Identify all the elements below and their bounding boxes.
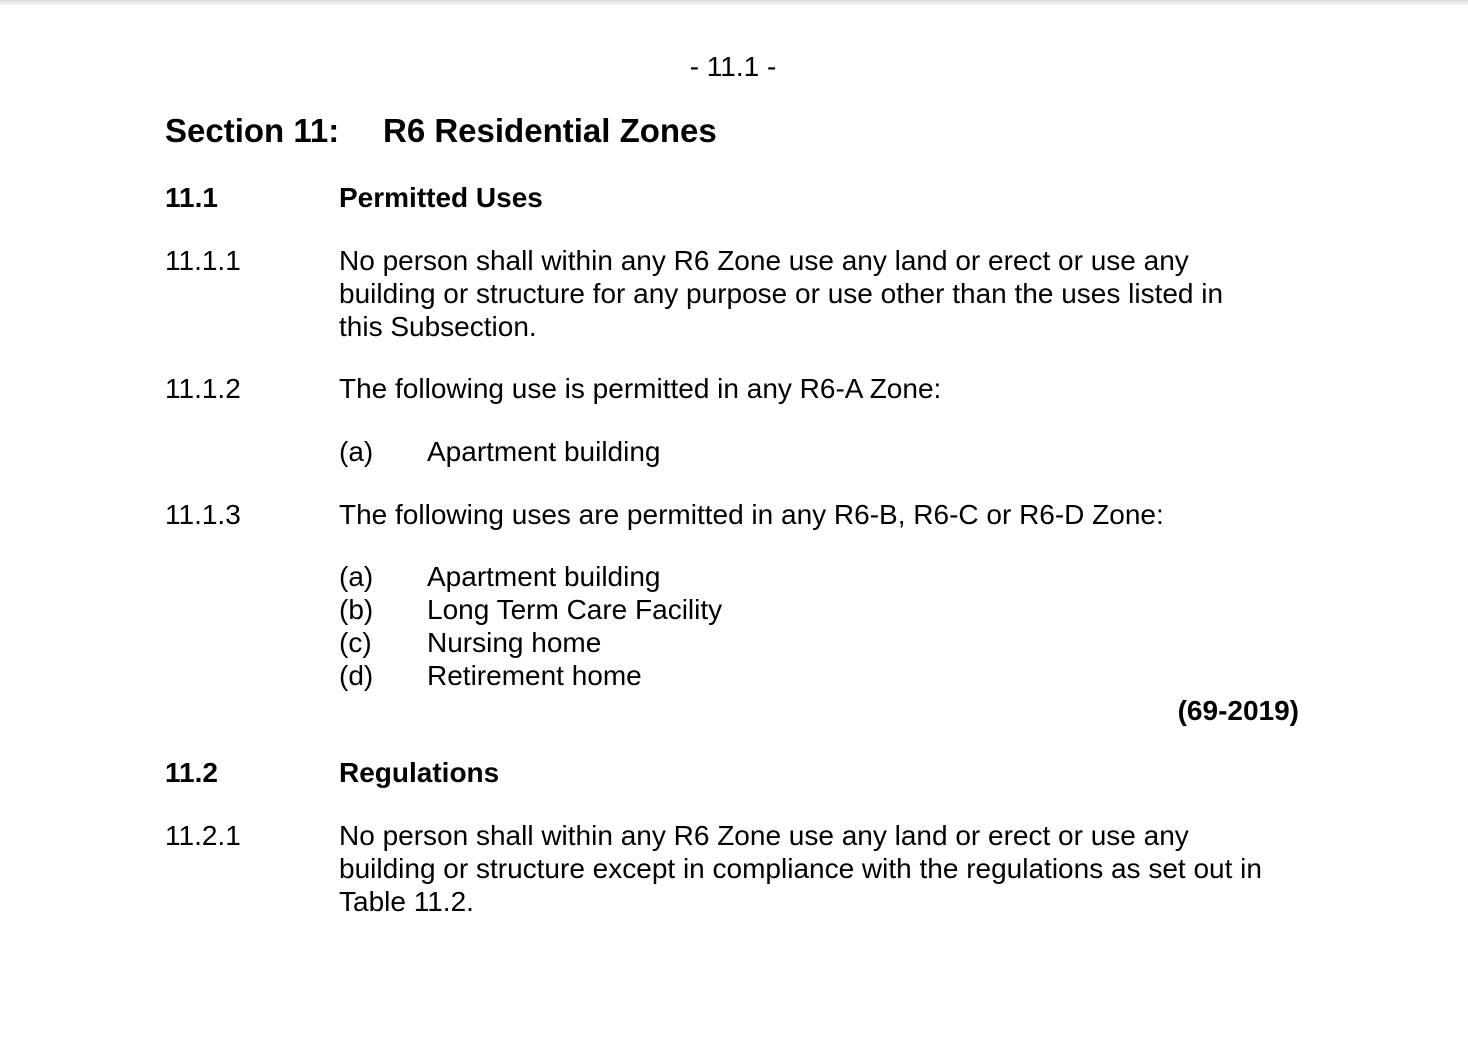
clause-text-line: building or structure except in compliance with the regulations as set out in (339, 853, 1262, 884)
list-item-text: Apartment building (427, 436, 661, 467)
clause-text-line: The following uses are permitted in any R6-B, R6-C or R6-D Zone: (339, 499, 1164, 530)
page-number: - 11.1 - (689, 51, 777, 82)
subsection-number-11-2: 11.2 (165, 757, 218, 788)
list-item-letter: (a) (339, 436, 374, 467)
list-item-letter: (b) (339, 594, 374, 625)
clause-number-11-2-1: 11.2.1 (165, 820, 241, 851)
section-title (165, 111, 717, 151)
section-title-text: R6 Residential Zones (383, 112, 717, 149)
list-item-text: Apartment building (427, 561, 661, 592)
clause-text-line: No person shall within any R6 Zone use any land or erect or use any (339, 245, 1189, 276)
clause-number-11-1-3: 11.1.3 (165, 499, 241, 530)
clause-text-line: building or structure for any purpose or use other than the uses listed in (339, 278, 1224, 309)
page-top-shadow (0, 0, 1468, 6)
amendment-reference: (69-2019) (1177, 695, 1299, 726)
list-item-letter: (a) (339, 561, 374, 592)
list-item-text: Long Term Care Facility (427, 594, 723, 625)
list-item-text: Nursing home (427, 627, 602, 658)
list-item-letter: (c) (339, 627, 372, 658)
clause-text-line: No person shall within any R6 Zone use any land or erect or use any (339, 820, 1189, 851)
clause-text-line: Table 11.2. (339, 886, 474, 917)
section-label: Section 11: (165, 112, 340, 149)
clause-number-11-1-1: 11.1.1 (165, 245, 241, 276)
list-item-letter: (d) (339, 660, 374, 691)
subsection-heading-regulations: Regulations (339, 757, 500, 788)
subsection-number-11-1: 11.1 (165, 182, 218, 213)
subsection-heading-permitted-uses: Permitted Uses (339, 182, 543, 213)
clause-text-line: this Subsection. (339, 311, 537, 342)
clause-text-line: The following use is permitted in any R6-A Zone: (339, 373, 942, 404)
list-item-text: Retirement home (427, 660, 642, 691)
clause-number-11-1-2: 11.1.2 (165, 373, 241, 404)
